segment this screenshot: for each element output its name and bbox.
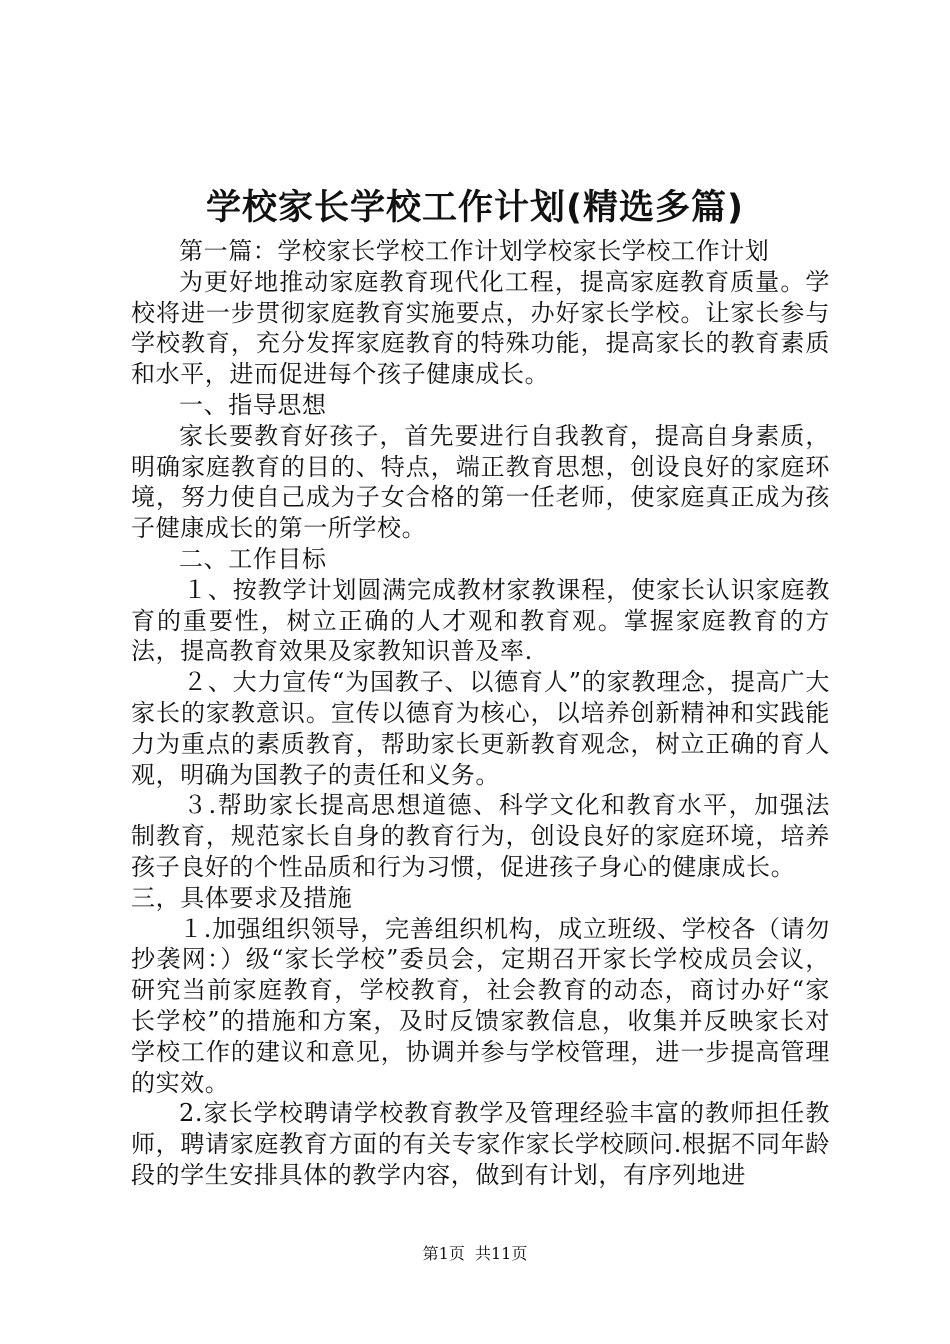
goal-item-2: ２、大力宣传“为国教子、以德育人”的家教理念，提高广大家长的家教意识。宣传以德育为核心，以培养创新精神和实践能力为重点的素质教育，帮助家长更新教育观念，树立正确的育人观，明确为国教子的责任和义务。 [131,668,830,789]
heading-guiding-thought: 一、指导思想 [179,390,327,419]
heading-work-goals: 二、工作目标 [179,544,327,573]
intro-paragraph: 为更好地推动家庭教育现代化工程，提高家庭教育质量。学校将进一步贯彻家庭教育实施要点，办好家长学校。让家长参与学校教育，充分发挥家庭教育的特殊功能，提高家长的教育素质和水平，进而促进每个孩子健康成长。 [131,267,830,389]
document-title: 学校家长学校工作计划(精选多篇) [206,188,744,228]
measure-item-1: １.加强组织领导，完善组织机构，成立班级、学校各（请勿抄袭网：）级“家长学校”委员会，定期召开家长学校成员会议，研究当前家庭教育，学校教育，社会教育的动态，商讨办好“家长学校”的措施和方案，及时反馈家教信息，收集并反映家长对学校工作的建议和意见，协调并参与学校管理，进一步提高管理的实效。 [131,914,830,1097]
heading-requirements: 三，具体要求及措施 [131,883,353,912]
page-number: 第1页 共11页 [422,1244,528,1263]
guiding-thought-paragraph: 家长要教育好孩子，首先要进行自我教育，提高自身素质，明确家庭教育的目的、特点，端正教育思想，创设良好的家庭环境，努力使自己成为子女合格的第一任老师，使家庭真正成为孩子健康成长的第一所学校。 [131,421,830,543]
section-heading-first: 第一篇：学校家长学校工作计划学校家长学校工作计划 [179,237,770,265]
measure-item-2: 2.家长学校聘请学校教育教学及管理经验丰富的教师担任教师，聘请家庭教育方面的有关专家作家长学校顾问.根据不同年龄段的学生安排具体的教学内容，做到有计划，有序列地进 [131,1099,830,1189]
goal-item-3: ３.帮助家长提高思想道德、科学文化和教育水平，加强法制教育，规范家长自身的教育行为，创设良好的家庭环境，培养孩子良好的个性品质和行为习惯，促进孩子身心的健康成长。 [131,791,830,881]
document-body [131,236,830,1191]
page-footer [0,1244,950,1264]
goal-item-1: １、按教学计划圆满完成教材家教课程，使家长认识家庭教育的重要性，树立正确的人才观和教育观。掌握家庭教育的方法，提高教育效果及家教知识普及率. [131,575,830,666]
